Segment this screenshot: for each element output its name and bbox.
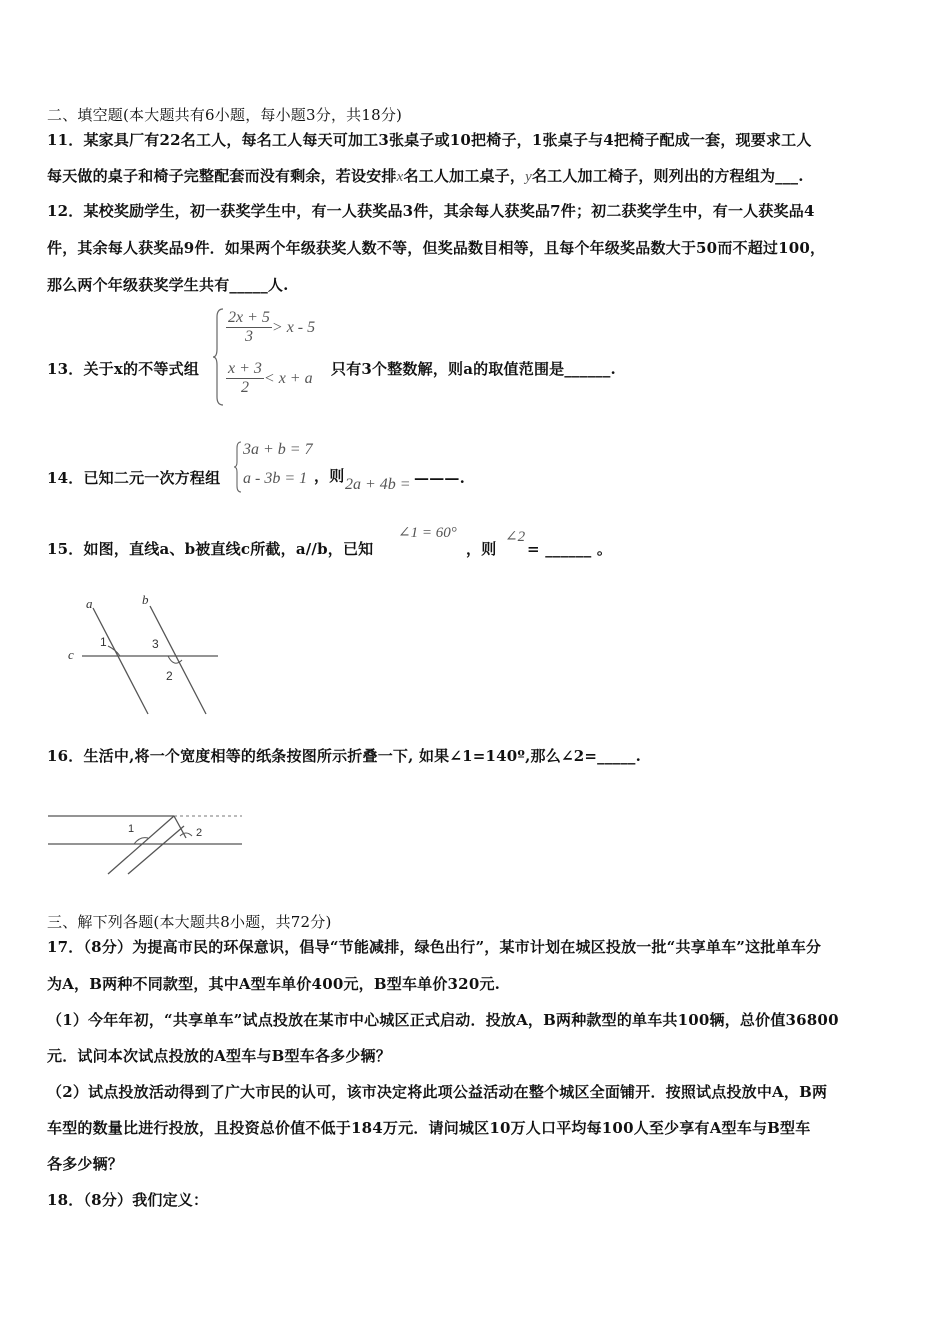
q17-line3: （1）今年年初，“共享单车”试点投放在某市中心城区正式启动．投放A，B两种款型的单车共100辆，总价值36800 [47,1011,839,1029]
q11-line2-b: 名工人加工桌子， [403,167,526,185]
q13-ineq2-num: x + 3 [228,360,262,377]
q14-prefix: 14．已知二元一次方程组 [47,469,221,487]
q18-line1: 18．（8分）我们定义： [47,1191,209,1209]
q11-line2-c: 名工人加工椅子，则列出的方程组为___. [531,167,804,185]
angle-2-arc [168,656,182,663]
fold-line-1 [108,816,174,874]
angle-3-label: 3 [152,637,159,651]
q16-figure [46,808,246,878]
q14-eq1: 3a + b = 7 [243,441,313,458]
q12-line2: 件，其余每人获奖品9件．如果两个年级获奖人数不等，但奖品数目相等，且每个年级奖品数大于50而不超过100， [47,239,826,257]
q17-line6: 车型的数量比进行投放，且投资总价值不低于184万元．请问城区10万人口平均每100人至少享有A型车与B型车 [47,1119,811,1137]
q17-line1: 17．（8分）为提高市民的环保意识，倡导“节能减排，绿色出行”，某市计划在城区投放一批“共享单车”这批单车分 [47,938,822,956]
angle-2-arc [180,833,192,836]
line-b [150,606,206,714]
q11-line1: 11．某家具厂有22名工人，每名工人每天可加工3张桌子或10把椅子，1张桌子与4把椅子配成一套，现要求工人 [47,131,812,149]
q17-line7: 各多少辆？ [47,1155,124,1173]
angle-1-label: 1 [100,635,107,649]
angle-1-label: 1 [128,823,135,835]
q16-text: 16．生活中,将一个宽度相等的纸条按图所示折叠一下, 如果∠1=140º,那么∠2=_____. [47,747,642,765]
fold-line-2 [128,826,184,874]
q15-suffix: = ______ 。 [527,540,613,558]
angle-2-label: 2 [196,827,203,839]
q13-inequality-2 [226,360,313,397]
q14-eq2: a - 3b = 1 [243,470,308,487]
label-a: a [86,596,93,611]
q17-line4: 元．试问本次试点投放的A型车与B型车各多少辆？ [47,1047,391,1065]
q14-blank: ———. [414,469,466,487]
q14-mid: ，则 [314,467,345,485]
label-b: b [142,592,149,607]
q12-line3: 那么两个年级获奖学生共有_____人. [47,276,289,294]
q15-ask: ∠2 [505,529,526,545]
q12-line1: 12．某校奖励学生，初一获奖学生中，有一人获奖品3件，其余每人获奖品7件；初二获奖学生中，有一人获奖品4 [47,202,815,220]
q13-ineq1-rest: > x - 5 [271,319,316,336]
q13-ineq1-num: 2x + 5 [228,309,270,326]
q11-var-y: y [525,169,532,185]
q14-expr: 2a + 4b = [345,476,411,493]
q11-var-x: x [396,169,404,185]
q15-mid: ，则 [466,540,497,558]
q14-brace [233,440,243,494]
label-c: c [68,647,74,662]
q15-prefix: 15．如图，直线a、b被直线c所截，a//b，已知 [47,540,374,558]
q15-figure [60,588,230,723]
section-2-header: 二、填空题(本大题共有6小题，每小题3分，共18分) [47,106,403,124]
section-3-header: 三、解下列各题(本大题共8小题，共72分) [47,913,332,931]
q17-line2: 为A，B两种不同款型，其中A型车单价400元，B型车单价320元. [47,975,501,993]
q15-given: ∠1 = 60° [398,525,457,541]
q13-ineq2-den: 2 [240,379,249,396]
q17-line5: （2）试点投放活动得到了广大市民的认可，该市决定将此项公益活动在整个城区全面铺开．按照试点投放中A，B两 [47,1083,828,1101]
q11-line2 [47,165,804,186]
q13-inequality-1 [226,309,315,346]
q13-prefix: 13．关于x的不等式组 [47,360,200,378]
line-a [93,608,148,714]
q13-brace [212,307,226,407]
angle-2-label: 2 [166,669,173,683]
fold-edge [174,816,186,838]
q13-ineq1-den: 3 [244,328,253,345]
q13-suffix: 只有3个整数解，则a的取值范围是______. [331,360,616,378]
q11-line2-a: 每天做的桌子和椅子完整配套而没有剩余，若设安排 [47,167,397,185]
q13-ineq2-rest: < x + a [263,370,313,387]
